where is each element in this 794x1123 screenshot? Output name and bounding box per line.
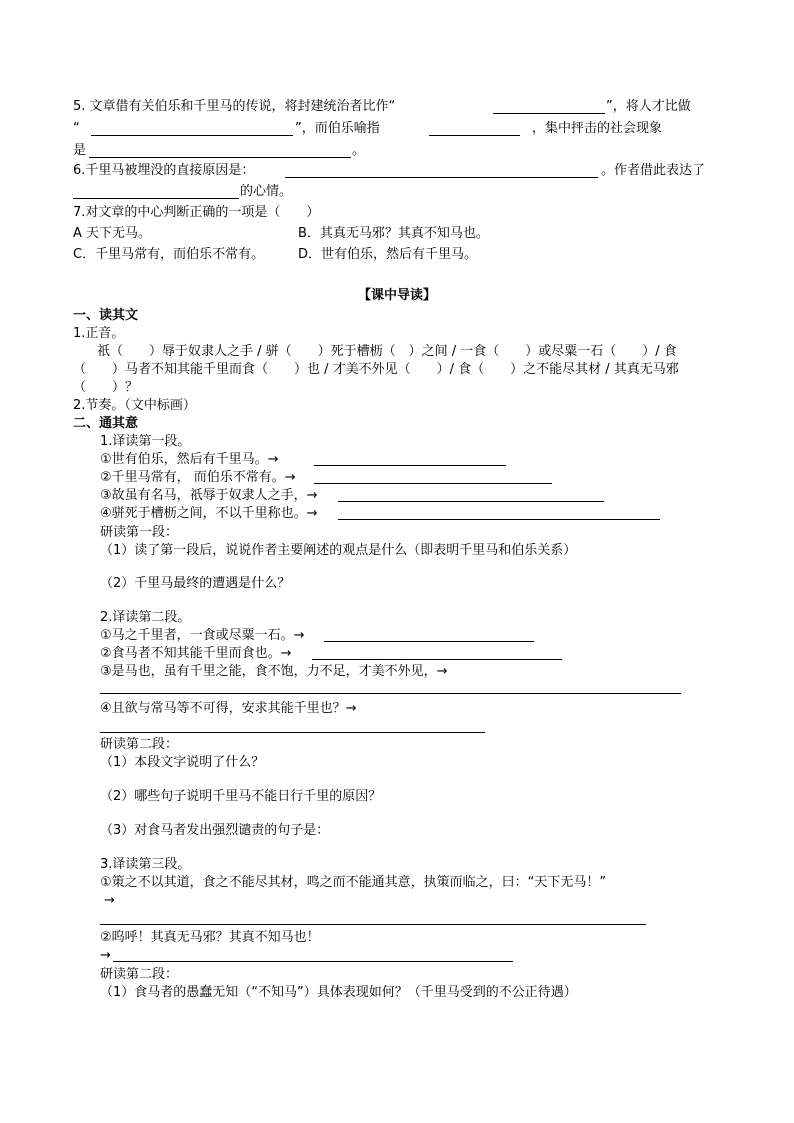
q7-option-c[interactable]: C．千里马常有，而伯乐不常有。: [73, 247, 265, 262]
q5-blank-3[interactable]: [429, 135, 520, 136]
study2-question-1: （1）本段文字说明了什么？: [100, 755, 265, 770]
heading-meaning: 二、通其意: [73, 416, 139, 431]
para2-answer-1[interactable]: [324, 641, 534, 642]
study1-label: 研读第一段：: [100, 525, 179, 540]
section-title: 【课中导读】: [357, 288, 436, 303]
q7-option-b[interactable]: B．其真无马邪？其真不知马也。: [298, 226, 489, 241]
study2-question-2: （2）哪些句子说明千里马不能日行千里的原因？: [100, 789, 382, 804]
rhythm-label: 2.节奏。（文中标画）: [73, 398, 196, 413]
q5-text-d: ”，而伯乐喻指: [295, 121, 380, 136]
para3-sentence-1: ①策之不以其道，食之不能尽其材，鸣之而不能通其意，执策而临之，曰：“天下无马！”: [100, 875, 607, 890]
study3-question-1: （1）食马者的愚蠢无知（“不知马”）具体表现如何？（千里马受到的不公正待遇）: [100, 985, 577, 1000]
para2-sentence-1: ①马之千里者，一食或尽粟一石。→: [100, 628, 305, 643]
para1-answer-2[interactable]: [314, 483, 552, 484]
study3-label: 研读第二段：: [100, 967, 179, 982]
q5-blank-2[interactable]: [91, 135, 293, 136]
pronunciation-line-3: （ ）？: [73, 380, 139, 395]
para2-sentence-4: ④且欲与常马等不可得，安求其能千里也？→: [100, 701, 357, 716]
para3-arrow-2: →: [100, 948, 111, 963]
q6-blank-1[interactable]: [285, 177, 598, 178]
para2-sentence-2: ②食马者不知其能千里而食也。→: [100, 646, 292, 661]
q5-text-f: 是: [73, 143, 87, 158]
para1-sentence-3: ③故虽有名马，祇辱于奴隶人之手，→: [100, 488, 318, 503]
q6-text-b: 。作者借此表达了: [601, 163, 706, 178]
q5-text-a: 5. 文章借有关伯乐和千里马的传说，将封建统治者比作“: [73, 99, 396, 114]
para1-label: 1.译读第一段。: [100, 434, 191, 449]
para1-answer-3[interactable]: [338, 501, 604, 502]
q5-text-c: “: [73, 121, 80, 136]
para3-label: 3.译读第三段。: [100, 857, 191, 872]
pronunciation-label: 1.正音。: [73, 326, 125, 341]
para3-answer-2[interactable]: [113, 961, 513, 962]
q5-text-e: ，集中抨击的社会现象: [532, 121, 663, 136]
q5-blank-1[interactable]: [493, 113, 605, 114]
para1-answer-4[interactable]: [338, 519, 660, 520]
q5-text-g: 。: [352, 143, 366, 158]
q7-option-a[interactable]: A 天下无马。: [73, 226, 152, 241]
study1-question-1: （1）读了第一段后，说说作者主要阐述的观点是什么（即表明千里马和伯乐关系）: [100, 543, 577, 558]
para1-answer-1[interactable]: [314, 465, 506, 466]
pronunciation-line-1: 祇（ ）辱于奴隶人之手 / 骈（ ）死于槽枥（ ）之间 / 一食（ ）或尽粟一石（ ）/ 食: [97, 344, 677, 359]
para1-sentence-1: ①世有伯乐，然后有千里马。→: [100, 452, 279, 467]
study1-question-2: （2）千里马最终的遭遇是什么？: [100, 576, 291, 591]
q5-blank-4[interactable]: [89, 157, 351, 158]
para2-answer-2[interactable]: [312, 659, 562, 660]
heading-read: 一、读其文: [73, 308, 139, 323]
para2-label: 2.译读第二段。: [100, 610, 191, 625]
para2-sentence-3: ③是马也，虽有千里之能，食不饱，力不足，才美不外见，→: [100, 664, 448, 679]
q6-blank-2[interactable]: [73, 198, 239, 199]
para2-answer-4[interactable]: [100, 732, 485, 733]
q7-question: 7.对文章的中心判断正确的一项是（ ）: [73, 205, 320, 220]
study2-label: 研读第二段：: [100, 737, 179, 752]
study2-question-3: （3）对食马者发出强烈谴责的句子是：: [100, 823, 330, 838]
para1-sentence-2: ②千里马常有， 而伯乐不常有。→: [100, 470, 296, 485]
q6-text-a: 6.千里马被埋没的直接原因是：: [73, 163, 255, 178]
para2-answer-3[interactable]: [100, 693, 681, 694]
para3-arrow-1: →: [104, 893, 115, 908]
para3-answer-1[interactable]: [100, 924, 646, 925]
q6-text-c: 的心情。: [240, 184, 293, 199]
q5-text-b: ”，将人才比做: [606, 99, 691, 114]
q7-option-d[interactable]: D．世有伯乐，然后有千里马。: [298, 247, 478, 262]
para1-sentence-4: ④骈死于槽枥之间，不以千里称也。→: [100, 506, 318, 521]
para3-sentence-2: ②呜呼！其真无马邪？其真不知马也！: [100, 930, 320, 945]
pronunciation-line-2: （ ）马者不知其能千里而食（ ）也 / 才美不外见（ ）/ 食（ ）之不能尽其材 / 其真无马邪: [73, 362, 679, 377]
